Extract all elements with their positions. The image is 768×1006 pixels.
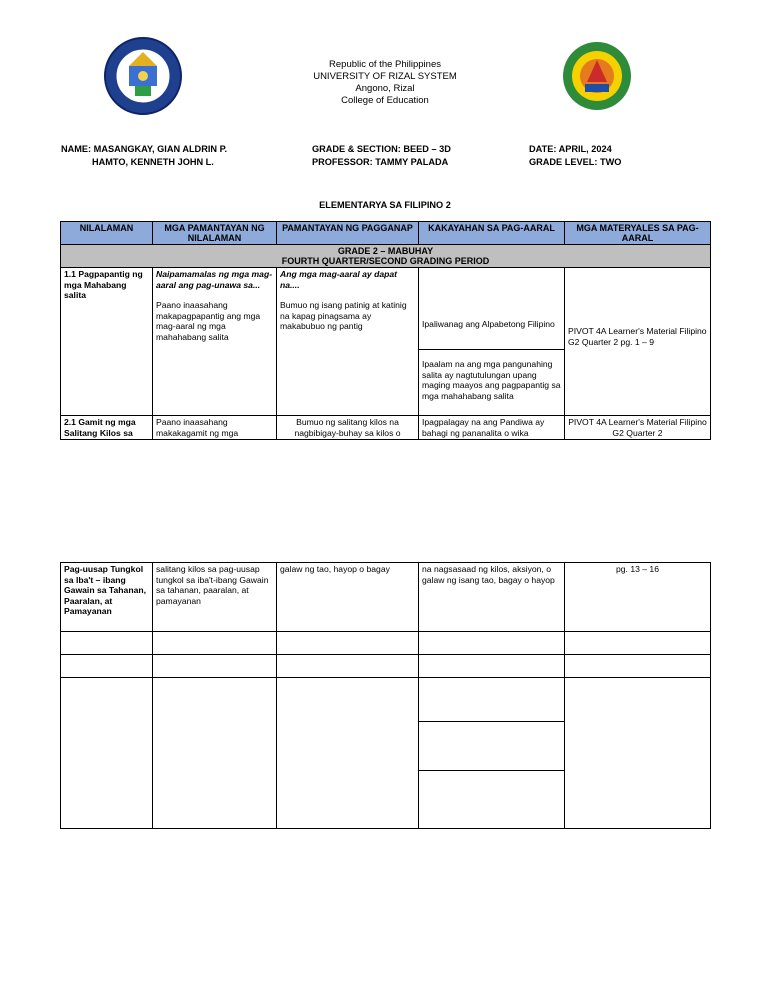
empty-cell — [419, 632, 565, 655]
row2-kakayahan-cont: na nagsasaad ng kilos, aksiyon, o galaw ng isang tao, bagay o hayop — [419, 563, 565, 632]
curriculum-table-page-1 — [60, 221, 711, 440]
row1-nilalaman: 1.1 Pagpapantig ng mga Mahabang salita — [61, 268, 153, 416]
quarter-band-title: FOURTH QUARTER/SECOND GRADING PERIOD — [281, 256, 490, 266]
row1-col4-b: Ipaalam na ang mga pangunahing salita ay nagtutulungan upang maging maayos ang pagpapantig sa mga mahahabang salita — [419, 349, 564, 415]
empty-cell — [153, 678, 277, 829]
row1-col3-text: Bumuo ng isang patinig at katinig na kapag pinagsama ay makabubuo ng pantig — [280, 300, 407, 332]
grade-band — [61, 245, 711, 268]
row1-col5-text: PIVOT 4A Learner's Material Filipino G2 Quarter 2 pg. 1 – 9 — [568, 326, 707, 347]
header-pamantayan-pagganap: PAMANTAYAN NG PAGGANAP — [277, 222, 419, 245]
row1-col2-intro: Naipamamalas ng mga mag-aaral ang pag-unawa sa... — [156, 269, 273, 290]
date: DATE: APRIL, 2024 — [529, 144, 612, 154]
empty-cell — [153, 632, 277, 655]
row2-nilalaman-start: 2.1 Gamit ng mga Salitang Kilos sa — [61, 416, 153, 440]
row2-kakayahan-start: Ipagpalagay na ang Pandiwa ay bahagi ng pananalita o wika — [419, 416, 565, 440]
empty-cell — [61, 632, 153, 655]
row2-materyales-cont: pg. 13 – 16 — [565, 563, 711, 632]
row1-col4-a: Ipaliwanag ang Alpabetong Filipino — [422, 319, 555, 329]
campus-location: Angono, Rizal — [355, 83, 415, 94]
row1-col3-intro: Ang mga mag-aaral ay dapat na.... — [280, 269, 398, 290]
row1-pamantayan-nilalaman — [153, 268, 277, 416]
row2-pagganap-cont: galaw ng tao, hayop o bagay — [277, 563, 419, 632]
empty-cell — [419, 655, 565, 678]
row2-pamantayan-start: Paano inaasahang makakagamit ng mga — [153, 416, 277, 440]
row2-nilalaman-cont: Pag-uusap Tungkol sa Iba't – ibang Gawain sa Tahanan, Paaralan, at Pamayanan — [61, 563, 153, 632]
header-nilalaman: NILALAMAN — [61, 222, 153, 245]
university-name: UNIVERSITY OF RIZAL SYSTEM — [313, 71, 457, 82]
document-title: ELEMENTARYA SA FILIPINO 2 — [319, 200, 451, 210]
header-kakayahan: KAKAYAHAN SA PAG-AARAL — [419, 222, 565, 245]
empty-split-cell — [419, 678, 565, 829]
empty-cell — [277, 632, 419, 655]
student-name-1: NAME: MASANGKAY, GIAN ALDRIN P. — [61, 144, 228, 154]
empty-cell — [153, 655, 277, 678]
college-name: College of Education — [341, 95, 429, 106]
university-logo — [103, 36, 183, 116]
grade-band-title: GRADE 2 – MABUHAY — [337, 246, 434, 256]
grade-level: GRADE LEVEL: TWO — [529, 157, 622, 167]
empty-cell — [61, 655, 153, 678]
header-materyales: MGA MATERYALES SA PAG-AARAL — [565, 222, 711, 245]
student-name-2: HAMTO, KENNETH JOHN L. — [92, 157, 214, 167]
row2-materyales-start: PIVOT 4A Learner's Material Filipino G2 Quarter 2 — [565, 416, 711, 440]
grade-section: GRADE & SECTION: BEED – 3D — [312, 144, 451, 154]
republic-line: Republic of the Philippines — [329, 59, 441, 70]
row1-col2-text: Paano inaasahang makapagpapantig ang mga mag-aaral ng mga mahahabang salita — [156, 300, 261, 342]
row2-pagganap-start: Bumuo ng salitang kilos na nagbibigay-buhay sa kilos o — [277, 416, 419, 440]
row1-pamantayan-pagganap — [277, 268, 419, 416]
empty-cell — [277, 655, 419, 678]
professor: PROFESSOR: TAMMY PALADA — [312, 157, 449, 167]
empty-cell — [565, 678, 711, 829]
empty-cell — [61, 678, 153, 829]
college-of-education-logo — [561, 40, 633, 112]
empty-cell — [565, 655, 711, 678]
empty-cell — [565, 632, 711, 655]
curriculum-table-page-2 — [60, 562, 711, 829]
row1-kakayahan — [419, 268, 565, 416]
empty-cell — [277, 678, 419, 829]
row1-materyales — [565, 268, 711, 416]
header-pamantayan-nilalaman: MGA PAMANTAYAN NG NILALAMAN — [153, 222, 277, 245]
row2-pamantayan-cont: salitang kilos sa pag-uusap tungkol sa iba't-ibang Gawain sa tahanan, paaralan, at pamayanan — [153, 563, 277, 632]
